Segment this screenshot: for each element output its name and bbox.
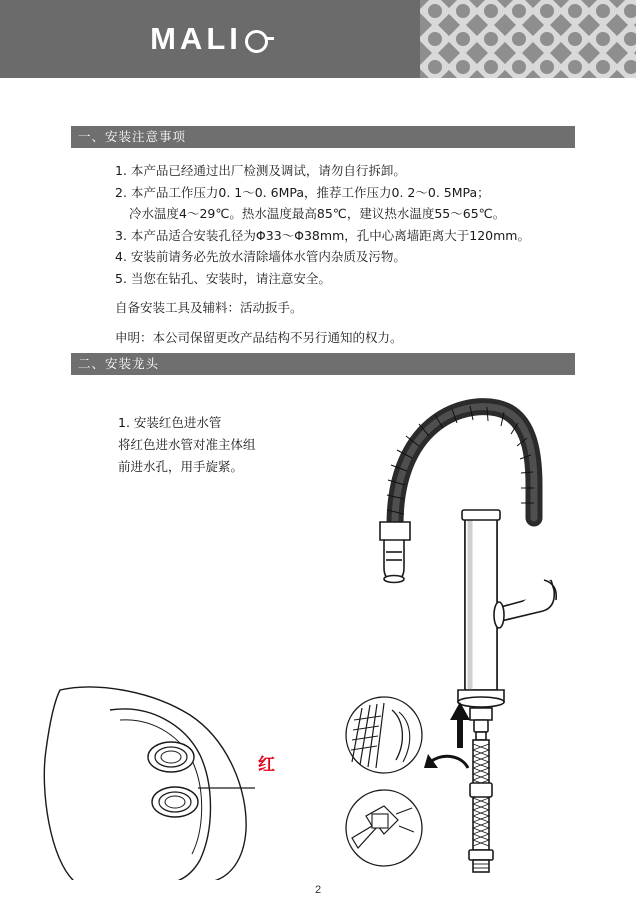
notice-disclaimer: 申明：本公司保留更改产品结构不另行通知的权力。 <box>115 329 403 345</box>
pattern-diamond-icon <box>420 24 450 54</box>
rotate-arrow-icon <box>424 754 468 768</box>
up-arrow-icon <box>450 702 470 748</box>
pattern-diamond-icon <box>588 52 618 78</box>
braided-hose-illustration <box>469 720 493 872</box>
notice-item-continued: 冷水温度4～29℃。热水温度最高85℃，建议热水温度55～65℃。 <box>129 206 506 221</box>
brand-name <box>150 21 270 57</box>
pattern-diamond-icon <box>560 24 590 54</box>
page-header <box>0 0 636 78</box>
install-step-line: 前进水孔，用手旋紧。 <box>118 459 244 474</box>
pattern-diamond-icon <box>616 52 636 78</box>
installation-figures <box>0 390 636 880</box>
pattern-diamond-icon <box>448 24 478 54</box>
section-heading-notice: 一、安装注意事项 <box>62 126 575 148</box>
page-number: 2 <box>314 884 322 896</box>
pattern-diamond-icon <box>532 24 562 54</box>
section-heading-install: 二、安装龙头 <box>62 353 575 375</box>
hose-connection-detail <box>346 697 422 773</box>
notice-item: 5. 当您在钻孔、安装时，请注意安全。 <box>115 270 331 286</box>
pattern-diamond-icon <box>504 24 534 54</box>
wrench-tighten-detail <box>346 790 422 866</box>
brand-label: MALI <box>150 21 242 56</box>
pattern-diamond-icon <box>476 52 506 78</box>
notice-tools-note: 自备安装工具及辅料：活动扳手。 <box>115 300 303 315</box>
pattern-diamond-icon <box>588 24 618 54</box>
install-step-line: 将红色进水管对准主体组 <box>118 437 256 452</box>
pattern-diamond-icon <box>616 0 636 26</box>
red-inlet-label: 红 <box>258 755 275 775</box>
notice-item: 2. 本产品工作压力0. 1～0. 6MPa，推荐工作压力0. 2～0. 5MPa； <box>115 184 490 200</box>
pattern-diamond-icon <box>616 24 636 54</box>
base-plate-inlet-holes-diagram <box>44 687 255 880</box>
pattern-diamond-icon <box>448 52 478 78</box>
faucet-illustration <box>380 406 556 720</box>
notice-item: 1. 本产品已经通过出厂检测及调试，请勿自行拆卸。 <box>115 163 406 178</box>
notice-item: 3. 本产品适合安装孔径为Φ33～Φ38mm，孔中心离墙距离大于120mm。 <box>115 227 530 243</box>
install-step-line: 1. 安装红色进水管 <box>118 415 222 430</box>
diamond-pattern-decoration <box>420 0 636 78</box>
ring-logo-icon <box>245 30 268 53</box>
pattern-diamond-icon <box>560 52 590 78</box>
pattern-diamond-icon <box>504 52 534 78</box>
pattern-diamond-icon <box>532 52 562 78</box>
pattern-diamond-icon <box>476 24 506 54</box>
notice-list <box>115 160 585 348</box>
pattern-diamond-icon <box>420 52 450 78</box>
brand-logo <box>0 0 420 78</box>
notice-item: 4. 安装前请务必先放水清除墙体水管内杂质及污物。 <box>115 249 406 264</box>
